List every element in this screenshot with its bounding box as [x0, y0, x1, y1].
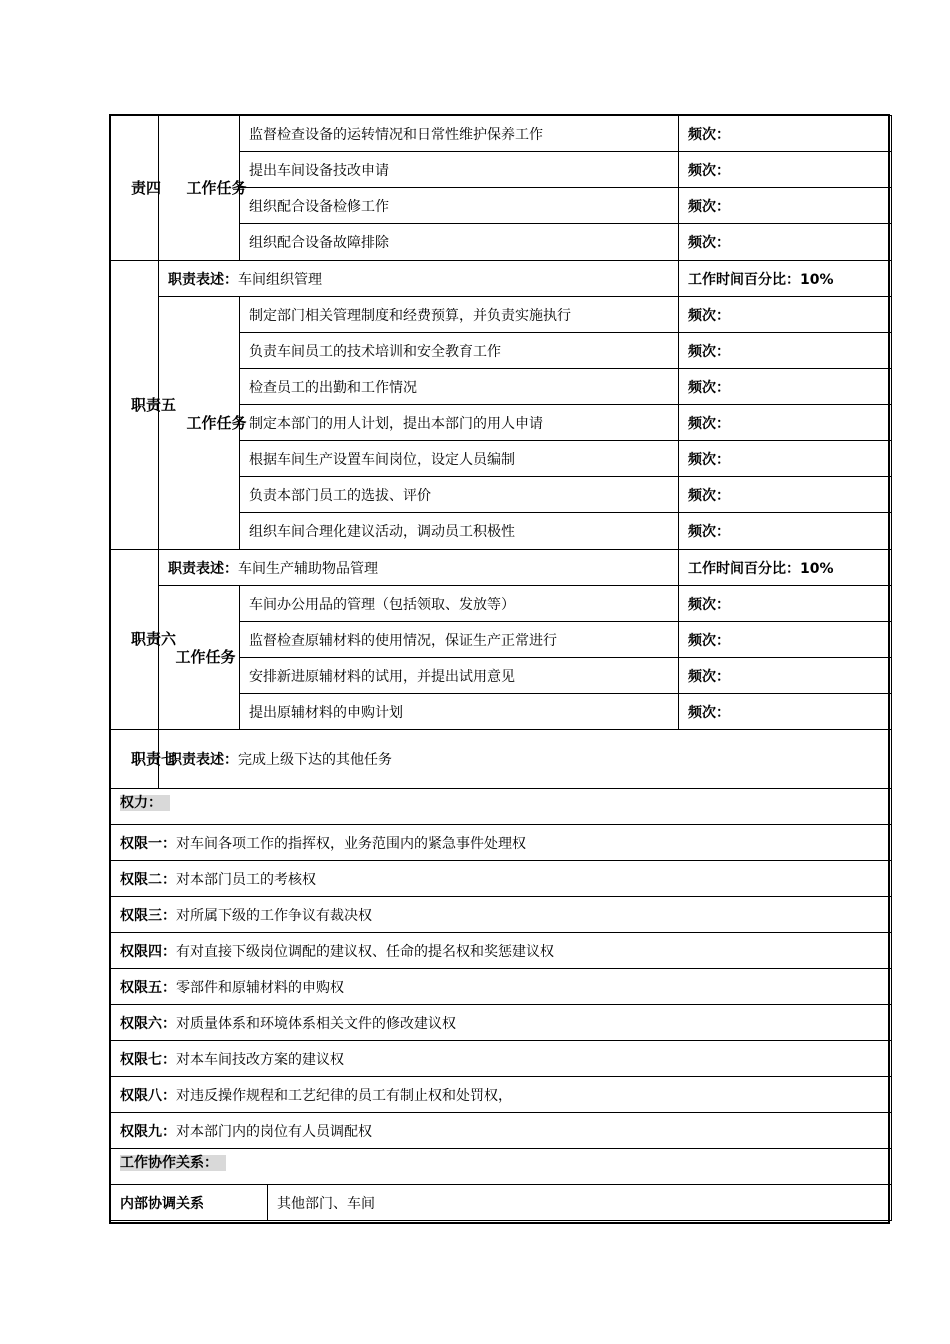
- duty5-freq-1: 频次：: [679, 297, 892, 333]
- duty4-row-1: [111, 116, 892, 152]
- duty5-task-label: 工作任务: [159, 297, 240, 550]
- cooperation-title: 工作协作关系：: [111, 1149, 892, 1185]
- duty5-freq-2: 频次：: [679, 333, 892, 369]
- authority-item-9: 权限九：对本部门内的岗位有人员调配权: [111, 1113, 892, 1149]
- duty7-side-label: 职责七: [111, 730, 159, 789]
- authority-row-3: [111, 897, 892, 933]
- internal-coordination-row: [111, 1185, 892, 1221]
- duty5-task-1: 制定部门相关管理制度和经费预算，并负责实施执行: [240, 297, 679, 333]
- duty6-freq-1: 频次：: [679, 586, 892, 622]
- cooperation-table: [110, 1184, 892, 1221]
- duty5-freq-3: 频次：: [679, 369, 892, 405]
- duty5-task-4: 制定本部门的用人计划，提出本部门的用人申请: [240, 405, 679, 441]
- authority-row-8: [111, 1077, 892, 1113]
- duty5-task-3: 检查员工的出勤和工作情况: [240, 369, 679, 405]
- duty5-task-6: 负责本部门员工的选拔、评价: [240, 477, 679, 513]
- duty6-side-label: 职责六: [111, 550, 159, 730]
- duty5-freq-4: 频次：: [679, 405, 892, 441]
- duty6-row-1: [111, 586, 892, 622]
- internal-coordination-value: 其他部门、车间: [268, 1185, 892, 1221]
- duty4-freq-4: 频次：: [679, 224, 892, 261]
- duty6-freq-2: 频次：: [679, 622, 892, 658]
- authority-item-7: 权限七：对本车间技改方案的建议权: [111, 1041, 892, 1077]
- duty4-task-1: 监督检查设备的运转情况和日常性维护保养工作: [240, 116, 679, 152]
- duty5-task-5: 根据车间生产设置车间岗位，设定人员编制: [240, 441, 679, 477]
- authority-item-1: 权限一：对车间各项工作的指挥权，业务范围内的紧急事件处理权: [111, 825, 892, 861]
- authority-row-4: [111, 933, 892, 969]
- internal-coordination-label: 内部协调关系: [111, 1185, 268, 1221]
- duty4-task-4: 组织配合设备故障排除: [240, 224, 679, 261]
- authority-item-2: 权限二：对本部门员工的考核权: [111, 861, 892, 897]
- duty5-desc-row: [111, 261, 892, 297]
- duty7-row: [111, 730, 892, 789]
- duty7-description: 职责表述：完成上级下达的其他任务: [159, 730, 892, 789]
- authority-row-6: [111, 1005, 892, 1041]
- authority-row-1: [111, 825, 892, 861]
- duty4-freq-1: 频次：: [679, 116, 892, 152]
- authority-row-2: [111, 861, 892, 897]
- duty4-freq-3: 频次：: [679, 188, 892, 224]
- duty6-task-2: 监督检查原辅材料的使用情况，保证生产正常进行: [240, 622, 679, 658]
- authority-item-8: 权限八：对违反操作规程和工艺纪律的员工有制止权和处罚权，: [111, 1077, 892, 1113]
- duty6-task-4: 提出原辅材料的申购计划: [240, 694, 679, 730]
- job-description-page: [110, 115, 891, 1221]
- job-duty-table: [110, 115, 892, 1185]
- authority-item-4: 权限四：有对直接下级岗位调配的建议权、任命的提名权和奖惩建议权: [111, 933, 892, 969]
- duty5-freq-7: 频次：: [679, 513, 892, 550]
- duty6-time-percentage: 工作时间百分比：10%: [679, 550, 892, 586]
- duty5-task-7: 组织车间合理化建议活动，调动员工积极性: [240, 513, 679, 550]
- authority-title: 权力：: [111, 789, 892, 825]
- duty6-task-3: 安排新进原辅材料的试用，并提出试用意见: [240, 658, 679, 694]
- duty5-time-percentage: 工作时间百分比：10%: [679, 261, 892, 297]
- duty4-side-label: 责四: [111, 116, 159, 261]
- duty6-task-label: 工作任务: [159, 586, 240, 730]
- duty6-freq-4: 频次：: [679, 694, 892, 730]
- authority-row-7: [111, 1041, 892, 1077]
- duty6-desc-row: [111, 550, 892, 586]
- duty4-freq-2: 频次：: [679, 152, 892, 188]
- duty5-freq-5: 频次：: [679, 441, 892, 477]
- duty5-row-1: [111, 297, 892, 333]
- duty5-side-label: 职责五: [111, 261, 159, 550]
- duty4-task-2: 提出车间设备技改申请: [240, 152, 679, 188]
- authority-item-5: 权限五：零部件和原辅材料的申购权: [111, 969, 892, 1005]
- authority-item-3: 权限三：对所属下级的工作争议有裁决权: [111, 897, 892, 933]
- authority-row-5: [111, 969, 892, 1005]
- duty6-freq-3: 频次：: [679, 658, 892, 694]
- duty6-task-1: 车间办公用品的管理（包括领取、发放等）: [240, 586, 679, 622]
- authority-item-6: 权限六：对质量体系和环境体系相关文件的修改建议权: [111, 1005, 892, 1041]
- authority-header-row: [111, 789, 892, 825]
- cooperation-header-row: [111, 1149, 892, 1185]
- duty4-task-3: 组织配合设备检修工作: [240, 188, 679, 224]
- duty4-task-label: 工作任务: [159, 116, 240, 261]
- duty5-description: 职责表述：车间组织管理: [159, 261, 679, 297]
- duty5-task-2: 负责车间员工的技术培训和安全教育工作: [240, 333, 679, 369]
- duty5-freq-6: 频次：: [679, 477, 892, 513]
- duty6-description: 职责表述：车间生产辅助物品管理: [159, 550, 679, 586]
- authority-row-9: [111, 1113, 892, 1149]
